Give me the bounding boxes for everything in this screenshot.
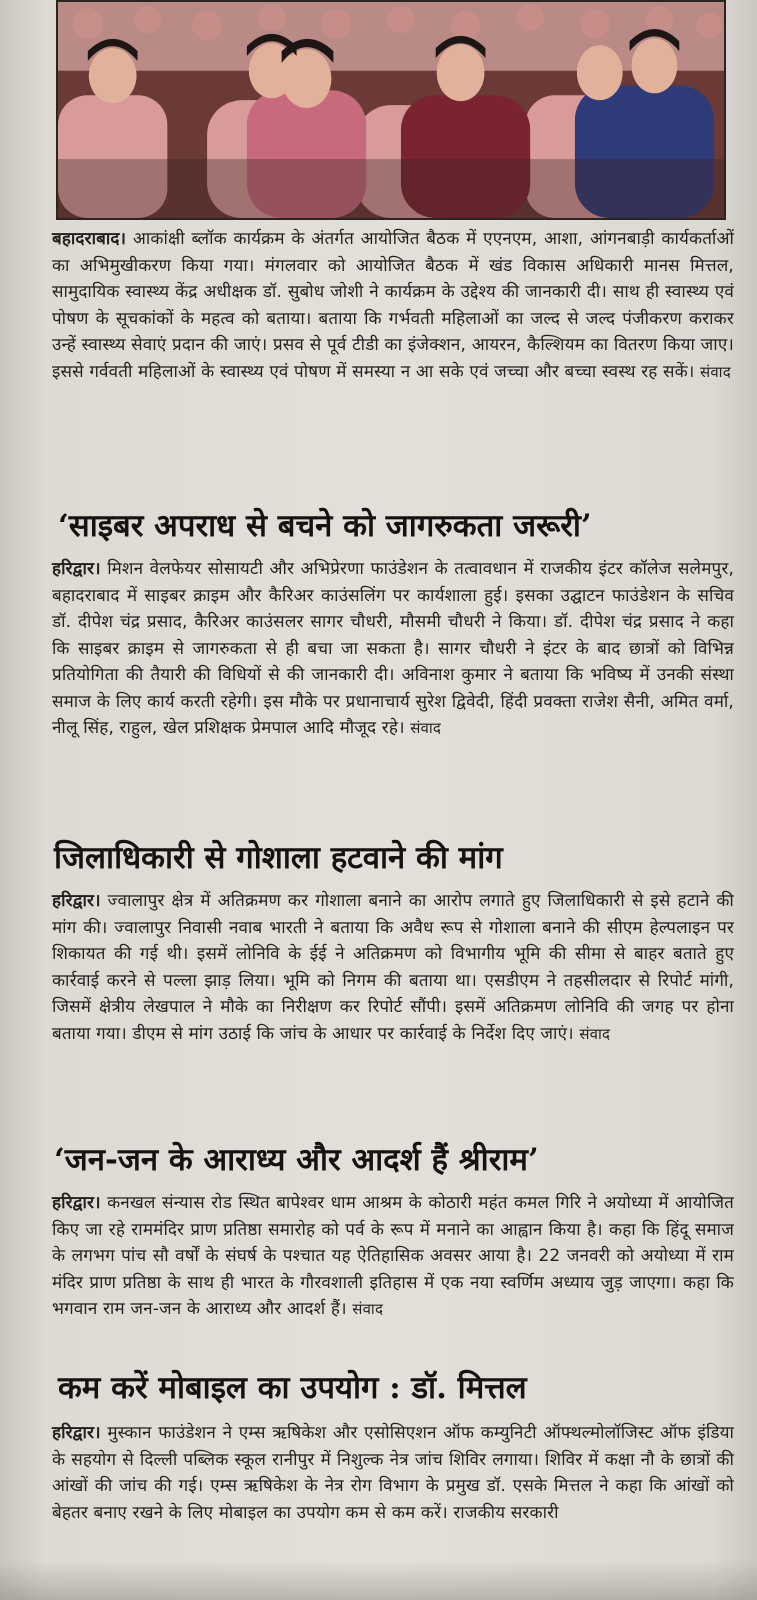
article-shriram: [52, 1190, 734, 1323]
dateline: हरिद्वार।: [52, 891, 101, 911]
article-text: आकांक्षी ब्लॉक कार्यक्रम के अंतर्गत आयोजित बैठक में एएनएम, आशा, आंगनबाड़ी कार्यकर्ताओं का अभिमुखीकरण किया गया। मंगलवार को आयोजित बैठक में खंड विकास अधिकारी मानस मित्तल, सामुदायिक स्वास्थ्य केंद्र अधीक्षक डॉ. सुबोध जोशी ने कार्यक्रम के उद्देश्य की जानकारी दी। साथ ही स्वास्थ्य एवं पोषण के सूचकांकों के महत्व को बताया। बताया कि गर्भवती महिलाओं का जल्द से जल्द पंजीकरण कराकर उन्हें स्वास्थ्य सेवाएं प्रदान की जाएं। प्रसव से पूर्व टीडी का इंजेक्शन, आयरन, कैल्शियम का वितरण किया जाए। इससे गर्ववती महिलाओं के स्वास्थ्य एवं पोषण में समस्या न आ सके एवं जच्चा और बच्चा स्वस्थ रह सकें।: [52, 229, 734, 382]
article-text: मुस्कान फाउंडेशन ने एम्स ऋषिकेश और एसोसिएशन ऑफ कम्युनिटी ऑफ्थल्मोलॉजिस्ट ऑफ इंडिया के सहयोग से दिल्ली पब्लिक स्कूल रानीपुर में निशुल्क नेत्र जांच शिविर लगाया। शिविर में कक्षा नौ के छात्रों की आंखों की जांच की गई। एम्स ऋषिकेश के नेत्र रोग विभाग के प्रमुख डॉ. एसके मित्तल ने कहा कि आंखों को बेहतर बनाए रखने के लिए मोबाइल का उपयोग कम से कम करें। राजकीय सरकारी: [52, 1423, 734, 1523]
article-mobile-use: [52, 1420, 734, 1526]
headline-cyber-crime: ‘साइबर अपराध से बचने को जागरुकता जरूरी’: [58, 508, 592, 544]
article-body: [52, 1190, 734, 1323]
byline: संवाद: [700, 362, 731, 381]
headline-mobile-use: कम करें मोबाइल का उपयोग : डॉ. मित्तल: [58, 1370, 527, 1406]
dateline: हरिद्वार।: [52, 1423, 101, 1443]
article-cyber-crime: [52, 556, 734, 742]
article-text: कनखल संन्यास रोड स्थित बापेश्वर धाम आश्रम के कोठारी महंत कमल गिरि ने अयोध्या में आयोजित किए जा रहे राममंदिर प्राण प्रतिष्ठा समारोह को पर्व के रूप में मनाने का आह्वान किया है। कहा कि हिंदू समाज के लगभग पांच सौ वर्षों के संघर्ष के पश्चात यह ऐतिहासिक अवसर आया है। 22 जनवरी को अयोध्या में राम मंदिर प्राण प्रतिष्ठा के साथ ही भारत के गौरवशाली इतिहास में एक नया स्वर्णिम अध्याय जुड़ जाएगा। कहा कि भगवान राम जन-जन के आराध्य और आदर्श हैं।: [52, 1193, 734, 1319]
article-body: [52, 1420, 734, 1526]
headline-goshala: जिलाधिकारी से गोशाला हटवाने की मांग: [54, 840, 503, 876]
page-edge-shadow: [0, 1560, 757, 1600]
dateline: हरिद्वार।: [52, 559, 101, 579]
audience-photo-illustration: [58, 2, 724, 218]
article-text: ज्वालापुर क्षेत्र में अतिक्रमण कर गोशाला बनाने का आरोप लगाते हुए जिलाधिकारी से इसे हटाने की मांग की। ज्वालापुर निवासी नवाब भारती ने बताया कि अवैध रूप से गोशाला बनाने की सीएम हेल्पलाइन पर शिकायत की गई थी। इसमें लोनिवि के ईई ने अतिक्रमण को विभागीय भूमि की सीमा से बाहर बताते हुए कार्रवाई करने से पल्ला झाड़ लिया। भूमि को निगम की बताया था। एसडीएम ने तहसीलदार से रिपोर्ट मांगी, जिसमें क्षेत्रीय लेखपाल ने मौके का निरीक्षण कर रिपोर्ट सौंपी। इसमें अतिक्रमण लोनिवि की जगह पर होना बताया गया। डीएम से मांग उठाई कि जांच के आधार पर कार्रवाई के निर्देश दिए जाएं।: [52, 891, 734, 1044]
audience-photo: [56, 0, 726, 220]
article-body: [52, 226, 734, 385]
article-body: [52, 888, 734, 1047]
byline: संवाद: [579, 1024, 611, 1043]
article-orientation-meeting: [52, 226, 734, 385]
article-text: मिशन वेलफेयर सोसायटी और अभिप्रेरणा फाउंडेशन के तत्वावधान में राजकीय इंटर कॉलेज सलेमपुर, बहादराबाद में साइबर क्राइम और कैरिअर काउंसलिंग पर कार्यशाला हुई। इसका उद्घाटन फाउंडेशन के सचिव डॉ. दीपेश चंद्र प्रसाद, कैरिअर काउंसलर सागर चौधरी, मौसमी चौधरी ने किया। डॉ. दीपेश चंद्र प्रसाद ने कहा कि साइबर क्राइम से जागरुकता से ही बचा जा सकता है। सागर चौधरी ने इंटर के बाद छात्रों को विभिन्न प्रतियोगिता की तैयारी की विधियों से की जानकारी दी। अविनाश कुमार ने बताया कि भविष्य में उनकी संस्था समाज के लिए कार्य करती रहेगी। इस मौके पर प्रधानाचार्य सुरेश द्विवेदी, हिंदी प्रवक्ता राजेश सैनी, अमित वर्मा, नीलू सिंह, राहुल, खेल प्रशिक्षक प्रेमपाल आदि मौजूद रहे।: [52, 559, 734, 738]
dateline: बहादराबाद।: [52, 229, 127, 249]
headline-shriram: ‘जन-जन के आराध्य और आदर्श हैं श्रीराम’: [54, 1142, 539, 1178]
byline: संवाद: [410, 719, 441, 737]
dateline: हरिद्वार।: [52, 1193, 101, 1213]
byline: संवाद: [352, 1300, 384, 1318]
article-body: [52, 556, 734, 742]
article-goshala: [52, 888, 734, 1047]
